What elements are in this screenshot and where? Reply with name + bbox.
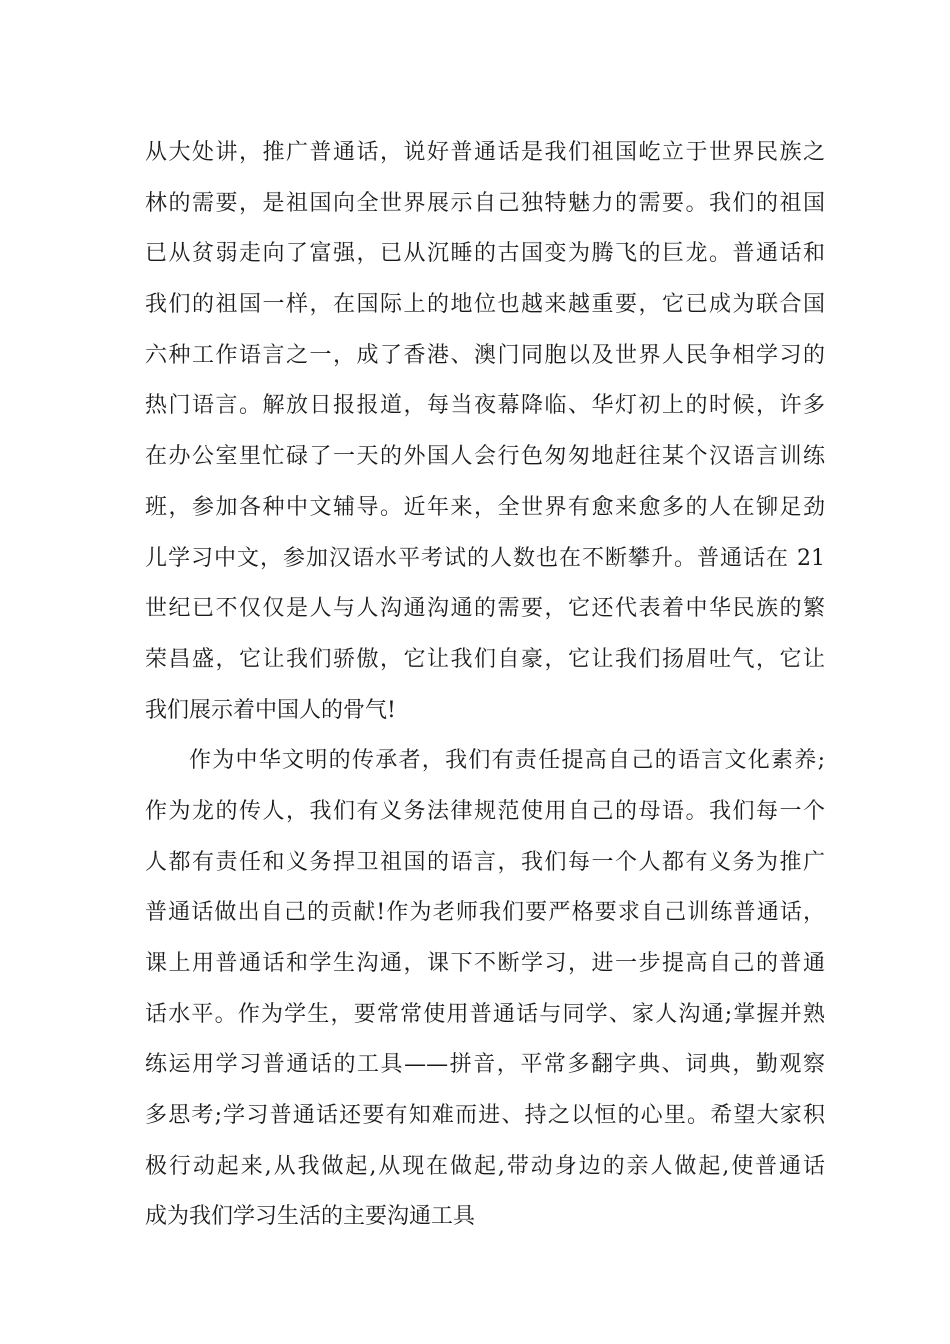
paragraph-line: 练运用学习普通话的工具——拼音，平常多翻字典、词典，勤观察 — [145, 1052, 825, 1078]
paragraph-line: 世纪已不仅仅是人与人沟通沟通的需要，它还代表着中华民族的繁 — [145, 596, 825, 622]
paragraph-line: 六种工作语言之一，成了香港、澳门同胞以及世界人民争相学习的 — [145, 342, 825, 368]
paragraph-line: 荣昌盛，它让我们骄傲，它让我们自豪，它让我们扬眉吐气，它让 — [145, 646, 825, 672]
paragraph-line: 话水平。作为学生，要常常使用普通话与同学、家人沟通;掌握并熟 — [145, 1001, 825, 1027]
paragraph-line: 从大处讲，推广普通话，说好普通话是我们祖国屹立于世界民族之 — [145, 140, 825, 165]
paragraph-line: 林的需要，是祖国向全世界展示自己独特魅力的需要。我们的祖国 — [145, 190, 825, 216]
paragraph-line: 成为我们学习生活的主要沟通工具 — [145, 1204, 476, 1230]
paragraph-1 — [145, 128, 825, 736]
paragraph-line: 多思考;学习普通话还要有知难而进、持之以恒的心里。希望大家积 — [145, 1103, 825, 1129]
paragraph-line: 极行动起来,从我做起,从现在做起,带动身边的亲人做起,使普通话 — [145, 1153, 825, 1179]
paragraph-line: 热门语言。解放日报报道，每当夜幕降临、华灯初上的时候，许多 — [145, 393, 825, 419]
paragraph-line: 课上用普通话和学生沟通，课下不断学习，进一步提高自己的普通 — [145, 951, 825, 976]
paragraph-line: 人都有责任和义务捍卫祖国的语言，我们每一个人都有义务为推广 — [145, 849, 825, 875]
paragraph-line: 在办公室里忙碌了一天的外国人会行色匆匆地赶往某个汉语言训练 — [145, 444, 825, 470]
paragraph-line: 已从贫弱走向了富强，已从沉睡的古国变为腾飞的巨龙。普通话和 — [145, 241, 825, 267]
paragraph-line: 我们展示着中国人的骨气! — [145, 697, 396, 723]
paragraph-line: 作为中华文明的传承者，我们有责任提高自己的语言文化素养; — [189, 748, 825, 774]
paragraph-line: 作为龙的传人，我们有义务法律规范使用自己的母语。我们每一个 — [145, 798, 825, 824]
paragraph-2 — [145, 736, 825, 1243]
document-body — [145, 128, 825, 1243]
paragraph-line: 我们的祖国一样，在国际上的地位也越来越重要，它已成为联合国 — [145, 292, 825, 318]
paragraph-line: 儿学习中文，参加汉语水平考试的人数也在不断攀升。普通话在 21 — [145, 545, 825, 571]
paragraph-line: 班，参加各种中文辅导。近年来，全世界有愈来愈多的人在铆足劲 — [145, 494, 825, 520]
paragraph-line: 普通话做出自己的贡献!作为老师我们要严格要求自己训练普通话， — [145, 900, 825, 926]
